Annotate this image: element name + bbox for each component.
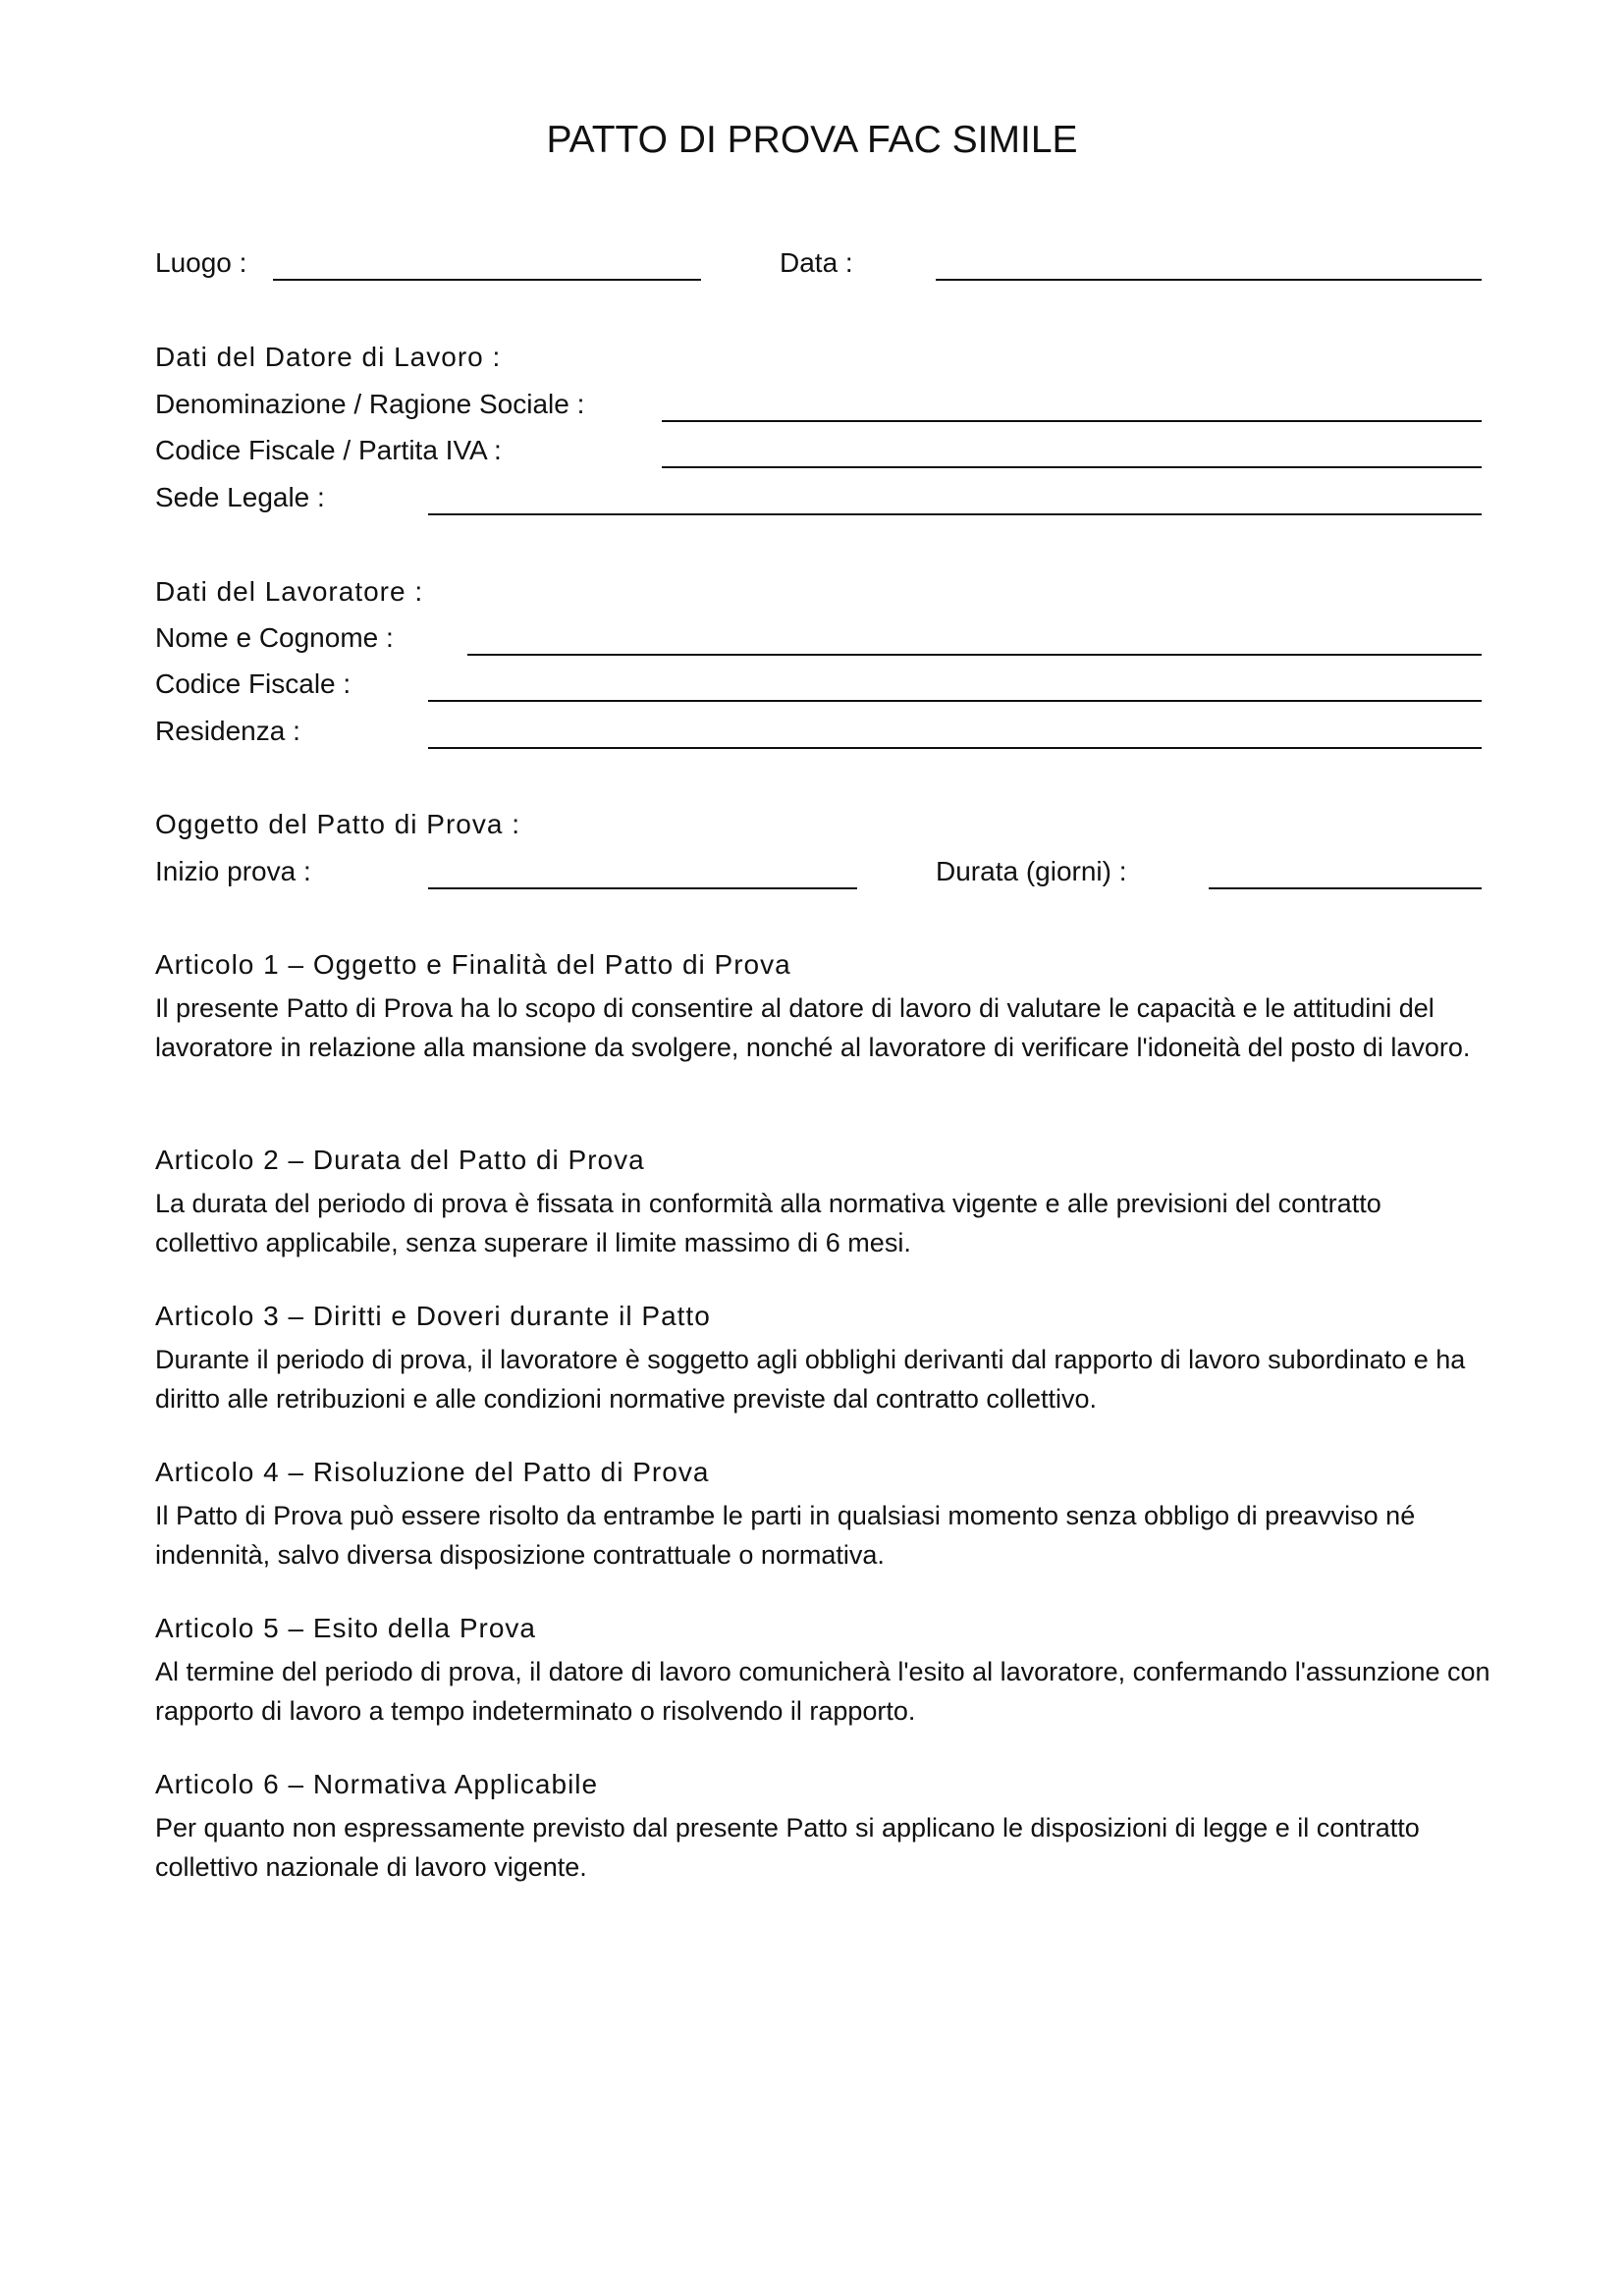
inizio-field[interactable] xyxy=(428,887,857,889)
sede-field[interactable] xyxy=(428,513,1482,515)
worker-codice-fiscale-label: Codice Fiscale : xyxy=(155,668,352,699)
sede-label: Sede Legale : xyxy=(155,482,325,512)
subject-heading: Oggetto del Patto di Prova : xyxy=(155,809,520,839)
durata-field[interactable] xyxy=(1209,887,1482,889)
article-5-body: Al termine del periodo di prova, il datore di lavoro comunicherà l'esito al lavoratore, confermando l'assunzione con rapporto di lavoro a tempo indeterminato o risolvendo il rapporto. xyxy=(155,1657,1490,1726)
article-3 xyxy=(155,1299,1490,1418)
article-4 xyxy=(155,1455,1490,1575)
employer-heading: Dati del Datore di Lavoro : xyxy=(155,342,502,372)
article-3-body: Durante il periodo di prova, il lavoratore è soggetto agli obblighi derivanti dal rapporto di lavoro subordinato e ha diritto alle retribuzioni e alle condizioni normative previste dal contratto collettivo. xyxy=(155,1345,1466,1414)
article-6-body: Per quanto non espressamente previsto dal presente Patto si applicano le disposizioni di legge e il contratto collettivo nazionale di lavoro vigente. xyxy=(155,1813,1420,1882)
nome-label: Nome e Cognome : xyxy=(155,622,394,653)
article-1-body: Il presente Patto di Prova ha lo scopo di consentire al datore di lavoro di valutare le capacità e le attitudini del lavoratore in relazione alla mansione da svolgere, nonché al lavoratore di verificare l'idoneità del posto di lavoro. xyxy=(155,993,1471,1062)
article-1-title: Articolo 1 – Oggetto e Finalità del Patto di Prova xyxy=(155,949,791,980)
worker-codice-fiscale-field[interactable] xyxy=(428,700,1482,702)
article-1 xyxy=(155,947,1490,1067)
durata-label: Durata (giorni) : xyxy=(936,856,1127,886)
inizio-label: Inizio prova : xyxy=(155,856,311,886)
article-5 xyxy=(155,1611,1490,1731)
employer-codice-fiscale-label: Codice Fiscale / Partita IVA : xyxy=(155,435,502,465)
nome-field[interactable] xyxy=(467,654,1482,656)
employer-codice-fiscale-field[interactable] xyxy=(662,466,1482,468)
luogo-field[interactable] xyxy=(273,279,701,281)
article-3-title: Articolo 3 – Diritti e Doveri durante il Patto xyxy=(155,1301,711,1331)
data-field[interactable] xyxy=(936,279,1482,281)
data-label: Data : xyxy=(780,247,853,278)
article-4-title: Articolo 4 – Risoluzione del Patto di Prova xyxy=(155,1457,710,1487)
article-2 xyxy=(155,1143,1490,1262)
article-5-title: Articolo 5 – Esito della Prova xyxy=(155,1613,536,1643)
document-title: PATTO DI PROVA FAC SIMILE xyxy=(546,119,1078,161)
article-4-body: Il Patto di Prova può essere risolto da entrambe le parti in qualsiasi momento senza obbligo di preavviso né indennità, salvo diversa disposizione contrattuale o normativa. xyxy=(155,1501,1416,1570)
residenza-field[interactable] xyxy=(428,747,1482,749)
worker-heading: Dati del Lavoratore : xyxy=(155,576,424,607)
article-6-title: Articolo 6 – Normativa Applicabile xyxy=(155,1769,599,1799)
article-6 xyxy=(155,1767,1490,1887)
denominazione-field[interactable] xyxy=(662,420,1482,422)
denominazione-label: Denominazione / Ragione Sociale : xyxy=(155,389,585,419)
article-2-body: La durata del periodo di prova è fissata in conformità alla normativa vigente e alle previsioni del contratto collettivo applicabile, senza superare il limite massimo di 6 mesi. xyxy=(155,1189,1381,1257)
residenza-label: Residenza : xyxy=(155,716,300,746)
article-2-title: Articolo 2 – Durata del Patto di Prova xyxy=(155,1145,645,1175)
luogo-label: Luogo : xyxy=(155,247,247,278)
